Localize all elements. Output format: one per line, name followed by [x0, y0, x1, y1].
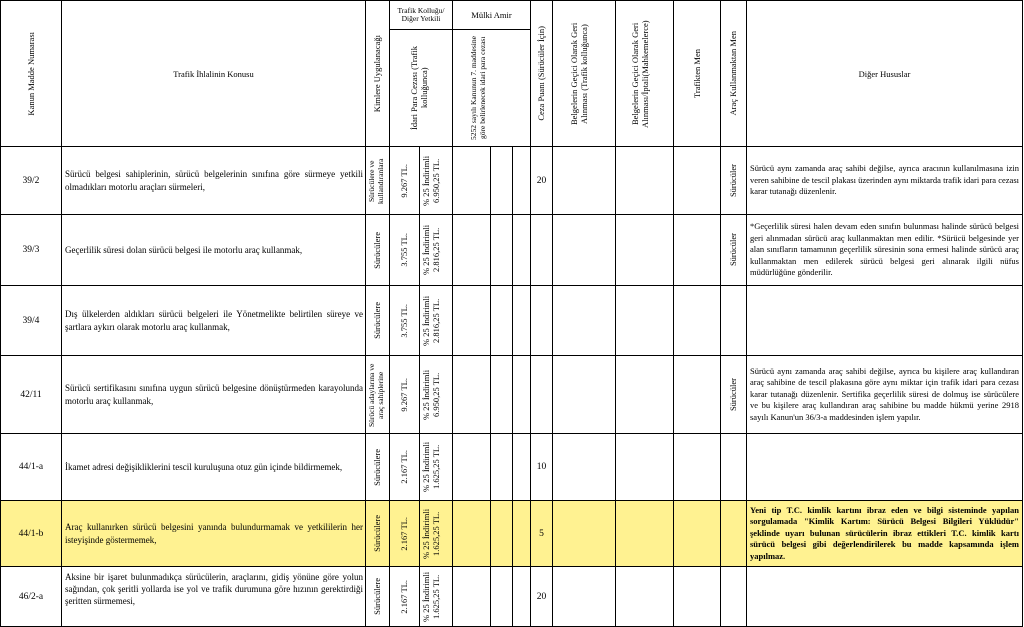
arac-men-cell	[721, 567, 747, 627]
penalty-points	[531, 215, 553, 286]
madde-number: 44/1-b	[1, 501, 62, 567]
belge-geri-cell	[553, 567, 616, 627]
trafikten-men-cell	[674, 501, 721, 567]
penalty-points: 20	[531, 567, 553, 627]
other-notes	[747, 567, 1023, 627]
madde-number: 46/2-a	[1, 567, 62, 627]
belge-geri-cell	[553, 147, 616, 215]
mulki-amir-cell	[453, 286, 491, 356]
mulki-amir-cell	[513, 501, 531, 567]
trafikten-men-cell	[674, 356, 721, 434]
other-notes: Yeni tip T.C. kimlik kartını ibraz eden ve bilgi sisteminde yapılan sorgulamada "Kimlik Kartım: Sürücü Belgesi Bilgileri Yüklüdür" şeklinde uyarı bulunan sürücülerin ibraz ettikleri T.C. kimlik kartı sürücü belgesi gibi değerlendirilerek bu madde kapsamında işlem yapılmaz.	[747, 501, 1023, 567]
penalty-points	[531, 356, 553, 434]
applies-to: Sürücülere ve kullandıranlara	[366, 147, 390, 215]
violation-subject: Aksine bir işaret bulunmadıkça sürücülerin, araçlarını, gidiş yönüne göre yolun sağından, çok şeritli yollarda ise yol ve trafik durumuna göre hızının gerektirdiği şeritten sürmemesi,	[62, 567, 366, 627]
arac-men-cell	[721, 286, 747, 356]
mulki-amir-cell	[513, 215, 531, 286]
mulki-amir-cell	[491, 215, 513, 286]
header-belge-geri: Belgelerin Geçici Olarak Geri Alınması (Trafik kolluğunca)	[553, 1, 616, 147]
table-row	[1, 356, 1023, 434]
mulki-amir-cell	[453, 356, 491, 434]
trafikten-men-cell	[674, 215, 721, 286]
discounted-fine: % 25 İndirimli 1.625,25 TL.	[420, 567, 453, 627]
belge-iptal-cell	[616, 147, 674, 215]
fine-amount: 2.167 TL.	[390, 434, 420, 501]
mulki-amir-cell	[513, 356, 531, 434]
trafikten-men-cell	[674, 567, 721, 627]
mulki-amir-cell	[453, 567, 491, 627]
madde-number: 42/11	[1, 356, 62, 434]
table-row	[1, 215, 1023, 286]
header-idari-para: İdari Para Cezası (Trafik kolluğunca)	[390, 30, 453, 147]
other-notes	[747, 434, 1023, 501]
header-row-top	[1, 1, 1023, 30]
fine-amount: 9.267 TL.	[390, 356, 420, 434]
applies-to: Sürücü adaylarına ve araç sahiplerine	[366, 356, 390, 434]
violation-subject: Sürücü sertifikasını sınıfına uygun sürücü belgesine dönüştürmeden karayolunda motorlu araç kullanmak,	[62, 356, 366, 434]
mulki-amir-cell	[513, 147, 531, 215]
header-mulki-amir: Mülki Amir	[453, 1, 531, 30]
arac-men-cell: Sürücüler	[721, 356, 747, 434]
belge-iptal-cell	[616, 215, 674, 286]
penalty-points: 5	[531, 501, 553, 567]
violation-subject: Dış ülkelerden aldıkları sürücü belgeleri ile Yönetmelikte belirtilen süreye ve şartlara aykırı olarak motorlu araç kullanmak,	[62, 286, 366, 356]
madde-number: 39/3	[1, 215, 62, 286]
arac-men-cell	[721, 434, 747, 501]
penalty-points: 10	[531, 434, 553, 501]
mulki-amir-cell	[491, 147, 513, 215]
table-row	[1, 434, 1023, 501]
discounted-fine: % 25 İndirimli 2.816,25 TL.	[420, 286, 453, 356]
mulki-amir-cell	[491, 286, 513, 356]
mulki-amir-cell	[513, 286, 531, 356]
mulki-amir-cell	[513, 434, 531, 501]
fine-amount: 2.167 TL.	[390, 567, 420, 627]
belge-iptal-cell	[616, 567, 674, 627]
belge-geri-cell	[553, 434, 616, 501]
arac-men-cell: Sürücüler	[721, 215, 747, 286]
mulki-amir-cell	[491, 501, 513, 567]
violation-subject: Geçerlilik süresi dolan sürücü belgesi ile motorlu araç kullanmak,	[62, 215, 366, 286]
penalty-points	[531, 286, 553, 356]
belge-iptal-cell	[616, 286, 674, 356]
mulki-amir-cell	[513, 567, 531, 627]
applies-to: Sürücülere	[366, 215, 390, 286]
other-notes: *Geçerlilik süresi halen devam eden sınıfın bulunması halinde sürücü belgesi geri alınmadan sürücü araç kullanmaktan men edilir. *Sürücü belgesinde yer alan sınıfların tamamının geçerlilik süresinin sona ermesi halinde sürücü araç kullanmaktan men edilerek sürücü belgesi geri alınarak ilgili nüfus müdürlüğüne gönderilir.	[747, 215, 1023, 286]
other-notes	[747, 286, 1023, 356]
applies-to: Sürücülere	[366, 567, 390, 627]
arac-men-cell: Sürücüler	[721, 147, 747, 215]
arac-men-cell	[721, 501, 747, 567]
belge-iptal-cell	[616, 356, 674, 434]
mulki-amir-cell	[453, 501, 491, 567]
discounted-fine: % 25 İndirimli 6.950,25 TL.	[420, 356, 453, 434]
madde-number: 39/2	[1, 147, 62, 215]
mulki-amir-cell	[491, 567, 513, 627]
fine-amount: 3.755 TL.	[390, 215, 420, 286]
header-kanun-madde: Kanun Madde Numarası	[1, 1, 62, 147]
other-notes: Sürücü aynı zamanda araç sahibi değilse, ayrıca bu kişilere araç kullandıran araç sahibine de tescil plakasına göre aynı miktar için trafik idari para cezası karar tutanağı düzenlenir. Sertifika geçerlilik süresi de dolmuş ise sürücülere ve bu kişilere araç kullandıran araç sahibine bu madde hükmü yerine 2918 sayılı Kanun'un 36/3-a maddesinden işlem yapılır.	[747, 356, 1023, 434]
belge-geri-cell	[553, 356, 616, 434]
header-arac-men: Araç Kullanmaktan Men	[721, 1, 747, 147]
applies-to: Sürücülere	[366, 434, 390, 501]
mulki-amir-cell	[453, 147, 491, 215]
table-row-highlighted	[1, 501, 1023, 567]
applies-to: Sürücülere	[366, 501, 390, 567]
penalty-points: 20	[531, 147, 553, 215]
other-notes: Sürücü aynı zamanda araç sahibi değilse, ayrıca aracının kullanılmasına izin veren sahibine de tescil plakası üzerinden aynı miktarda trafik idari para cezası karar tutanağı düzenlenir.	[747, 147, 1023, 215]
discounted-fine: % 25 İndirimli 1.625,25 TL.	[420, 501, 453, 567]
madde-number: 44/1-a	[1, 434, 62, 501]
belge-iptal-cell	[616, 434, 674, 501]
table-row	[1, 147, 1023, 215]
header-belge-iptal: Belgelerin Geçici Olarak Geri Alınması/İptali(Mahkemelerce)	[616, 1, 674, 147]
mulki-amir-cell	[453, 215, 491, 286]
violation-subject: İkamet adresi değişikliklerini tescil kuruluşuna otuz gün içinde bildirmemek,	[62, 434, 366, 501]
belge-geri-cell	[553, 501, 616, 567]
fine-amount: 3.755 TL.	[390, 286, 420, 356]
header-konu: Trafik İhlalinin Konusu	[62, 1, 366, 147]
discounted-fine: % 25 İndirimli 2.816,25 TL.	[420, 215, 453, 286]
header-ceza-puani: Ceza Puanı (Sürücüler İçin)	[531, 1, 553, 147]
table-row	[1, 286, 1023, 356]
trafikten-men-cell	[674, 286, 721, 356]
header-trafikten-men: Trafikten Men	[674, 1, 721, 147]
belge-geri-cell	[553, 286, 616, 356]
trafikten-men-cell	[674, 434, 721, 501]
discounted-fine: % 25 İndirimli 6.950,25 TL.	[420, 147, 453, 215]
header-5252: 5252 sayılı Kanunun 7. maddesine göre belirlenecek idari para cezası	[453, 30, 531, 147]
violation-subject: Sürücü belgesi sahiplerinin, sürücü belgelerinin sınıfına göre sürmeye yetkili olmadıkları motorlu araçları sürmeleri,	[62, 147, 366, 215]
trafikten-men-cell	[674, 147, 721, 215]
discounted-fine: % 25 İndirimli 1.625,25 TL.	[420, 434, 453, 501]
violation-subject: Araç kullanırken sürücü belgesini yanında bulundurmamak ve yetkililerin her isteyişinde göstermemek,	[62, 501, 366, 567]
fine-amount: 2.167 TL.	[390, 501, 420, 567]
header-kimlere: Kimlere Uygulanacağı	[366, 1, 390, 147]
table-row	[1, 567, 1023, 627]
mulki-amir-cell	[491, 356, 513, 434]
mulki-amir-cell	[453, 434, 491, 501]
madde-number: 39/4	[1, 286, 62, 356]
header-diger: Diğer Hususlar	[747, 1, 1023, 147]
belge-iptal-cell	[616, 501, 674, 567]
header-trafik-kollugu: Trafik Kolluğu/ Diğer Yetkili	[390, 1, 453, 30]
fine-amount: 9.267 TL.	[390, 147, 420, 215]
mulki-amir-cell	[491, 434, 513, 501]
belge-geri-cell	[553, 215, 616, 286]
applies-to: Sürücülere	[366, 286, 390, 356]
